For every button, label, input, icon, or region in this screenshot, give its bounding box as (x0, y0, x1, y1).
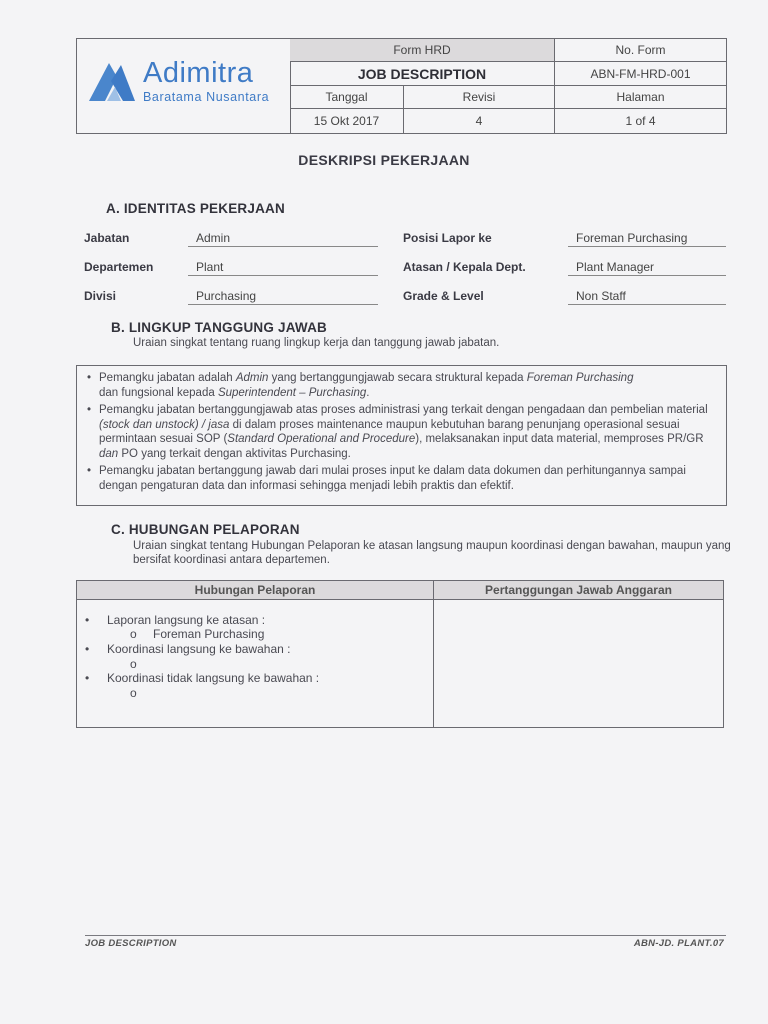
bullet-icon: • (85, 671, 90, 685)
halaman-value: 1 of 4 (625, 114, 656, 128)
responsibility-item: • Pemangku jabatan bertanggung jawab dari mulai proses input ke dalam data dokumen dan perhitungannya sampai dengan pengaturan data dan informasi sehingga menjadi lebih praktis dan efektif. (87, 465, 686, 492)
departemen-label: Departemen (84, 260, 154, 274)
revisi-value: 4 (404, 109, 555, 133)
section-a-heading: A. IDENTITAS PEKERJAAN (106, 201, 285, 216)
report-item-label: Koordinasi langsung ke bawahan : (107, 642, 291, 656)
section-b-heading: B. LINGKUP TANGGUNG JAWAB (111, 320, 328, 335)
form-label: Form HRD (290, 39, 555, 62)
atasan-value: Plant Manager (568, 260, 726, 276)
footer-divider (85, 935, 726, 936)
responsibility-item: • Pemangku jabatan adalah Admin yang bertanggungjawab secara struktural kepada Foreman Purchasing dan fungsional kepada Superintendent – Purchasing. (87, 372, 634, 399)
page-title: DESKRIPSI PEKERJAAN (298, 152, 470, 168)
jabatan-value: Admin (188, 231, 378, 247)
sub-bullet-icon: o (130, 627, 137, 641)
bullet-icon: • (87, 465, 92, 477)
no-form-label: No. Form (555, 39, 726, 62)
report-item-label: Koordinasi tidak langsung ke bawahan : (107, 671, 320, 685)
responsibility-item: • Pemangku jabatan bertanggungjawab atas proses administrasi yang terkait dengan pengadaan dan pembelian material (stock dan unstock) / jasa di dalam proses maintenance maupun kebutuhan barang penunjang operasional sesuai permintaan sesuai SOP (Standard Operational and Procedure), melaksanakan input data material, memproses PR/GR dan PO yang terkait dengan aktivitas Purchasing. (87, 404, 708, 460)
bullet-icon: • (87, 404, 92, 416)
footer-right: ABN-JD. PLANT.07 (633, 938, 724, 949)
divisi-value: Purchasing (188, 289, 378, 305)
report-item-sub: Foreman Purchasing (153, 627, 265, 641)
tanggal-label: Tanggal (290, 86, 404, 109)
responsibility-box (76, 365, 727, 506)
revisi-label: Revisi (404, 86, 555, 109)
section-c-description: Uraian singkat tentang Hubungan Pelaporan ke atasan langsung maupun koordinasi dengan bawahan, maupun yang bersifat koordinasi antara departemen. (133, 540, 731, 566)
responsibility-list (77, 371, 712, 493)
divisi-label: Divisi (84, 289, 117, 303)
posisi-lapor-label: Posisi Lapor ke (403, 231, 492, 245)
doc-type-title: JOB DESCRIPTION (290, 62, 555, 86)
no-form-value: ABN-FM-HRD-001 (555, 62, 726, 86)
section-b-description: Uraian singkat tentang ruang lingkup kerja dan tanggung jawab jabatan. (133, 337, 500, 349)
bullet-icon: • (87, 372, 92, 384)
sub-bullet-icon: o (130, 657, 137, 671)
tanggal-value: 15 Okt 2017 (290, 109, 404, 133)
reporting-table (76, 580, 724, 728)
sub-bullet-icon: o (130, 686, 137, 700)
bullet-icon: • (85, 613, 90, 627)
bullet-icon: • (85, 642, 90, 656)
jabatan-label: Jabatan (84, 231, 130, 245)
grade-level-label: Grade & Level (403, 289, 484, 303)
footer-left: JOB DESCRIPTION (85, 938, 177, 949)
report-item-label: Laporan langsung ke atasan : (107, 613, 266, 627)
grade-level-value: Non Staff (568, 289, 726, 305)
logo-subtitle: Baratama Nusantara (143, 90, 270, 104)
budget-col-header: Pertanggungan Jawab Anggaran (434, 581, 723, 600)
logo-cell (77, 39, 291, 133)
header-table (76, 38, 727, 134)
posisi-lapor-value: Foreman Purchasing (568, 231, 726, 247)
company-logo-icon (87, 59, 137, 103)
logo-name: Adimitra (143, 57, 254, 89)
column-divider (433, 599, 434, 727)
atasan-label: Atasan / Kepala Dept. (403, 260, 526, 274)
halaman-label: Halaman (555, 86, 726, 109)
departemen-value: Plant (188, 260, 378, 276)
reporting-col-header: Hubungan Pelaporan (77, 581, 434, 600)
section-c-heading: C. HUBUNGAN PELAPORAN (111, 522, 300, 537)
